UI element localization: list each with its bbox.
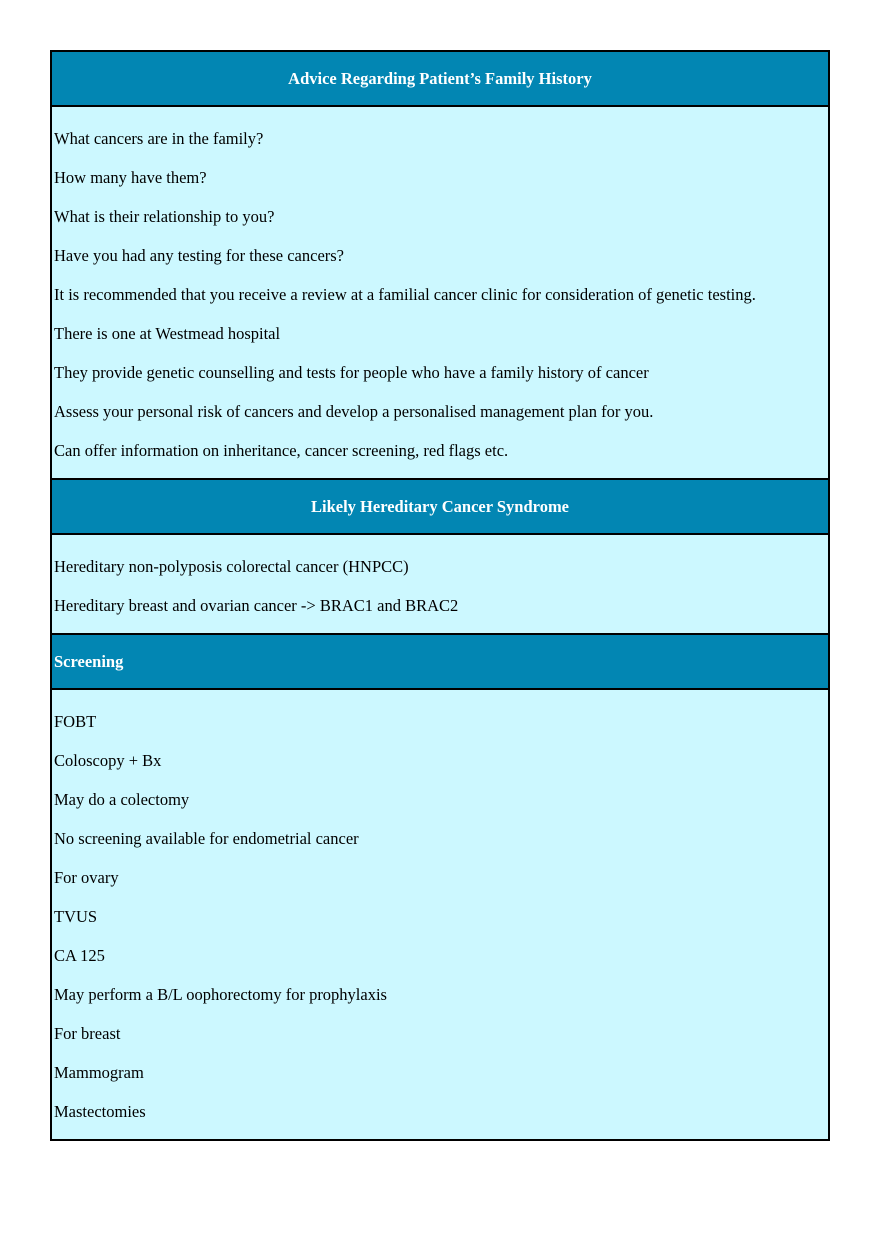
list-item: They provide genetic counselling and tests for people who have a family history of cancer [54, 363, 649, 382]
list-item: Mastectomies [54, 1102, 146, 1121]
list-item: Mammogram [54, 1063, 144, 1082]
list-item: What cancers are in the family? [54, 129, 264, 148]
section-title: Likely Hereditary Cancer Syndrome [310, 496, 570, 516]
list-item: For ovary [54, 868, 119, 887]
list-item: Assess your personal risk of cancers and develop a personalised management plan for you. [54, 402, 654, 421]
list-item: Hereditary non-polyposis colorectal cancer (HNPCC) [54, 557, 409, 576]
list-item: Have you had any testing for these cancers? [54, 246, 345, 265]
list-item: May do a colectomy [54, 790, 190, 809]
list-item: FOBT [54, 712, 97, 731]
section-header-family-history [52, 52, 828, 107]
section-header-screening [52, 635, 828, 690]
family-history-table [50, 50, 830, 1141]
list-item: Hereditary breast and ovarian cancer -> BRAC1 and BRAC2 [54, 596, 459, 615]
section-header-hereditary-syndrome [52, 480, 828, 535]
section-body-screening [52, 690, 828, 1139]
list-item: TVUS [54, 907, 98, 926]
section-body-family-history [52, 107, 828, 480]
list-item: For breast [54, 1024, 121, 1043]
list-item: No screening available for endometrial cancer [54, 829, 359, 848]
section-title: Advice Regarding Patient’s Family History [288, 68, 592, 88]
section-body-hereditary-syndrome [52, 535, 828, 635]
section-title: Screening [54, 651, 124, 671]
list-item: Coloscopy + Bx [54, 751, 162, 770]
list-item: How many have them? [54, 168, 207, 187]
list-item: There is one at Westmead hospital [54, 324, 281, 343]
list-item: What is their relationship to you? [54, 207, 275, 226]
list-item: Can offer information on inheritance, cancer screening, red flags etc. [54, 441, 509, 460]
list-item: May perform a B/L oophorectomy for prophylaxis [54, 985, 387, 1004]
list-item: It is recommended that you receive a review at a familial cancer clinic for consideration of genetic testing. [54, 285, 756, 304]
list-item: CA 125 [54, 946, 105, 965]
